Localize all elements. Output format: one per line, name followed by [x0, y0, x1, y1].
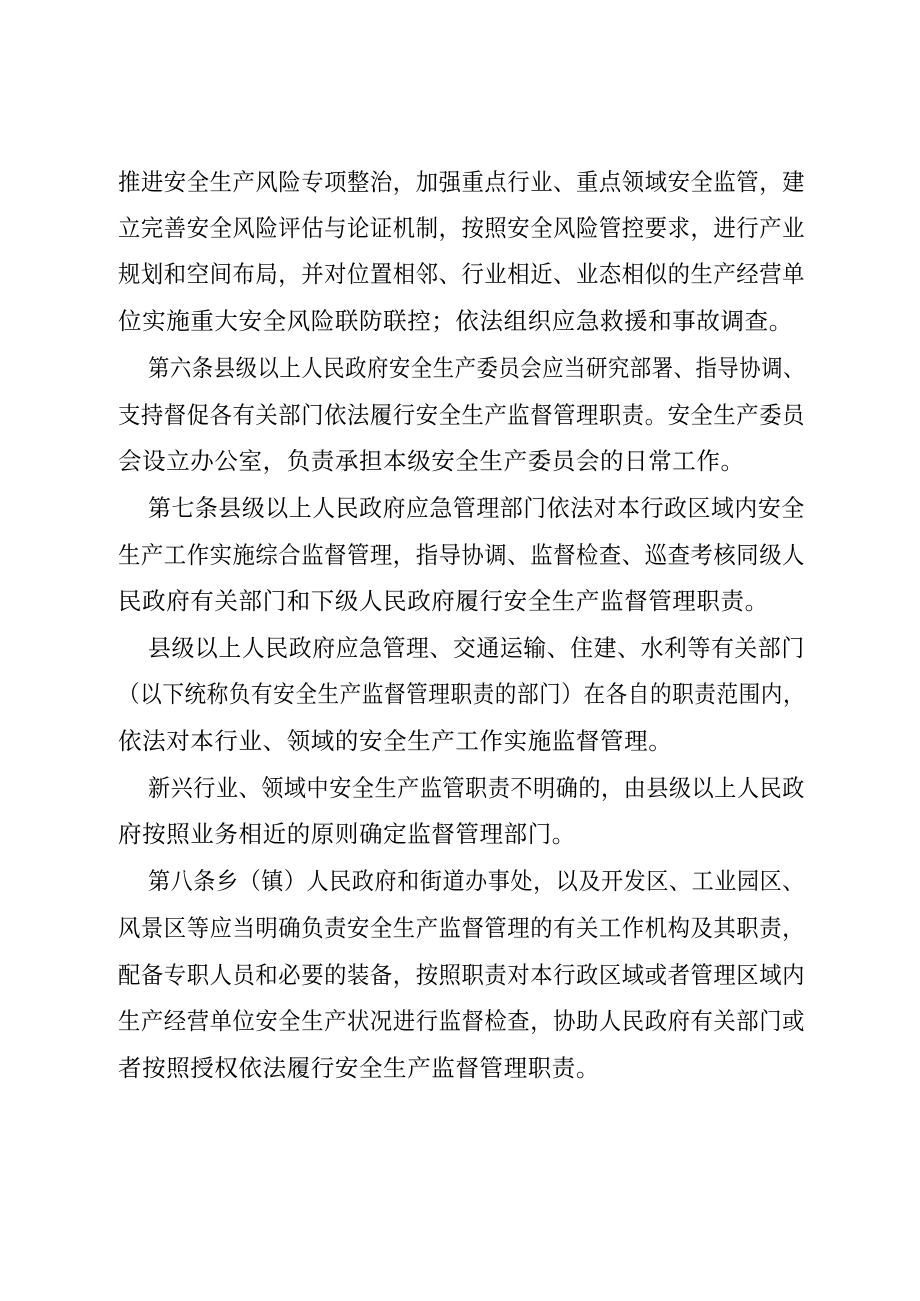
text-line: 会设立办公室，负责承担本级安全生产委员会的日常工作。: [118, 447, 745, 475]
text-line: 位实施重大安全风险联防联控；依法组织应急救援和事故调查。: [118, 307, 793, 335]
text-line: 配备专职人员和必要的装备，按照职责对本行政区域或者管理区域内: [118, 961, 805, 989]
article-8-start: 第八条乡（镇）人民政府和街道办事处，以及开发区、工业园区、: [148, 867, 805, 895]
text-line: 府按照业务相近的原则确定监督管理部门。: [118, 820, 576, 848]
text-line: 者按照授权依法履行安全生产监督管理职责。: [118, 1054, 600, 1082]
paragraph-start: 县级以上人民政府应急管理、交通运输、住建、水利等有关部门: [148, 634, 805, 662]
text-line: 支持督促各有关部门依法履行安全生产监督管理职责。安全生产委员: [118, 401, 805, 429]
text-line: （以下统称负有安全生产监督管理职责的部门）在各自的职责范围内，: [118, 680, 806, 708]
article-6-start: 第六条县级以上人民政府安全生产委员会应当研究部署、指导协调、: [148, 354, 805, 382]
text-line: 民政府有关部门和下级人民政府履行安全生产监督管理职责。: [118, 587, 769, 615]
text-line: 生产工作实施综合监督管理，指导协调、监督检查、巡查考核同级人: [118, 541, 805, 569]
paragraph-start: 新兴行业、领域中安全生产监管职责不明确的，由县级以上人民政: [148, 774, 805, 802]
text-line: 规划和空间布局，并对位置相邻、行业相近、业态相似的生产经营单: [118, 260, 805, 288]
text-line: 生产经营单位安全生产状况进行监督检查，协助人民政府有关部门或: [118, 1007, 805, 1035]
article-7-start: 第七条县级以上人民政府应急管理部门依法对本行政区域内安全: [148, 494, 805, 522]
text-line: 依法对本行业、领域的安全生产工作实施监督管理。: [118, 727, 673, 755]
text-line: 推进安全生产风险专项整治，加强重点行业、重点领域安全监管，建: [118, 168, 805, 196]
text-line: 立完善安全风险评估与论证机制，按照安全风险管控要求，进行产业: [118, 214, 805, 242]
text-line: 风景区等应当明确负责安全生产监督管理的有关工作机构及其职责，: [118, 914, 805, 942]
